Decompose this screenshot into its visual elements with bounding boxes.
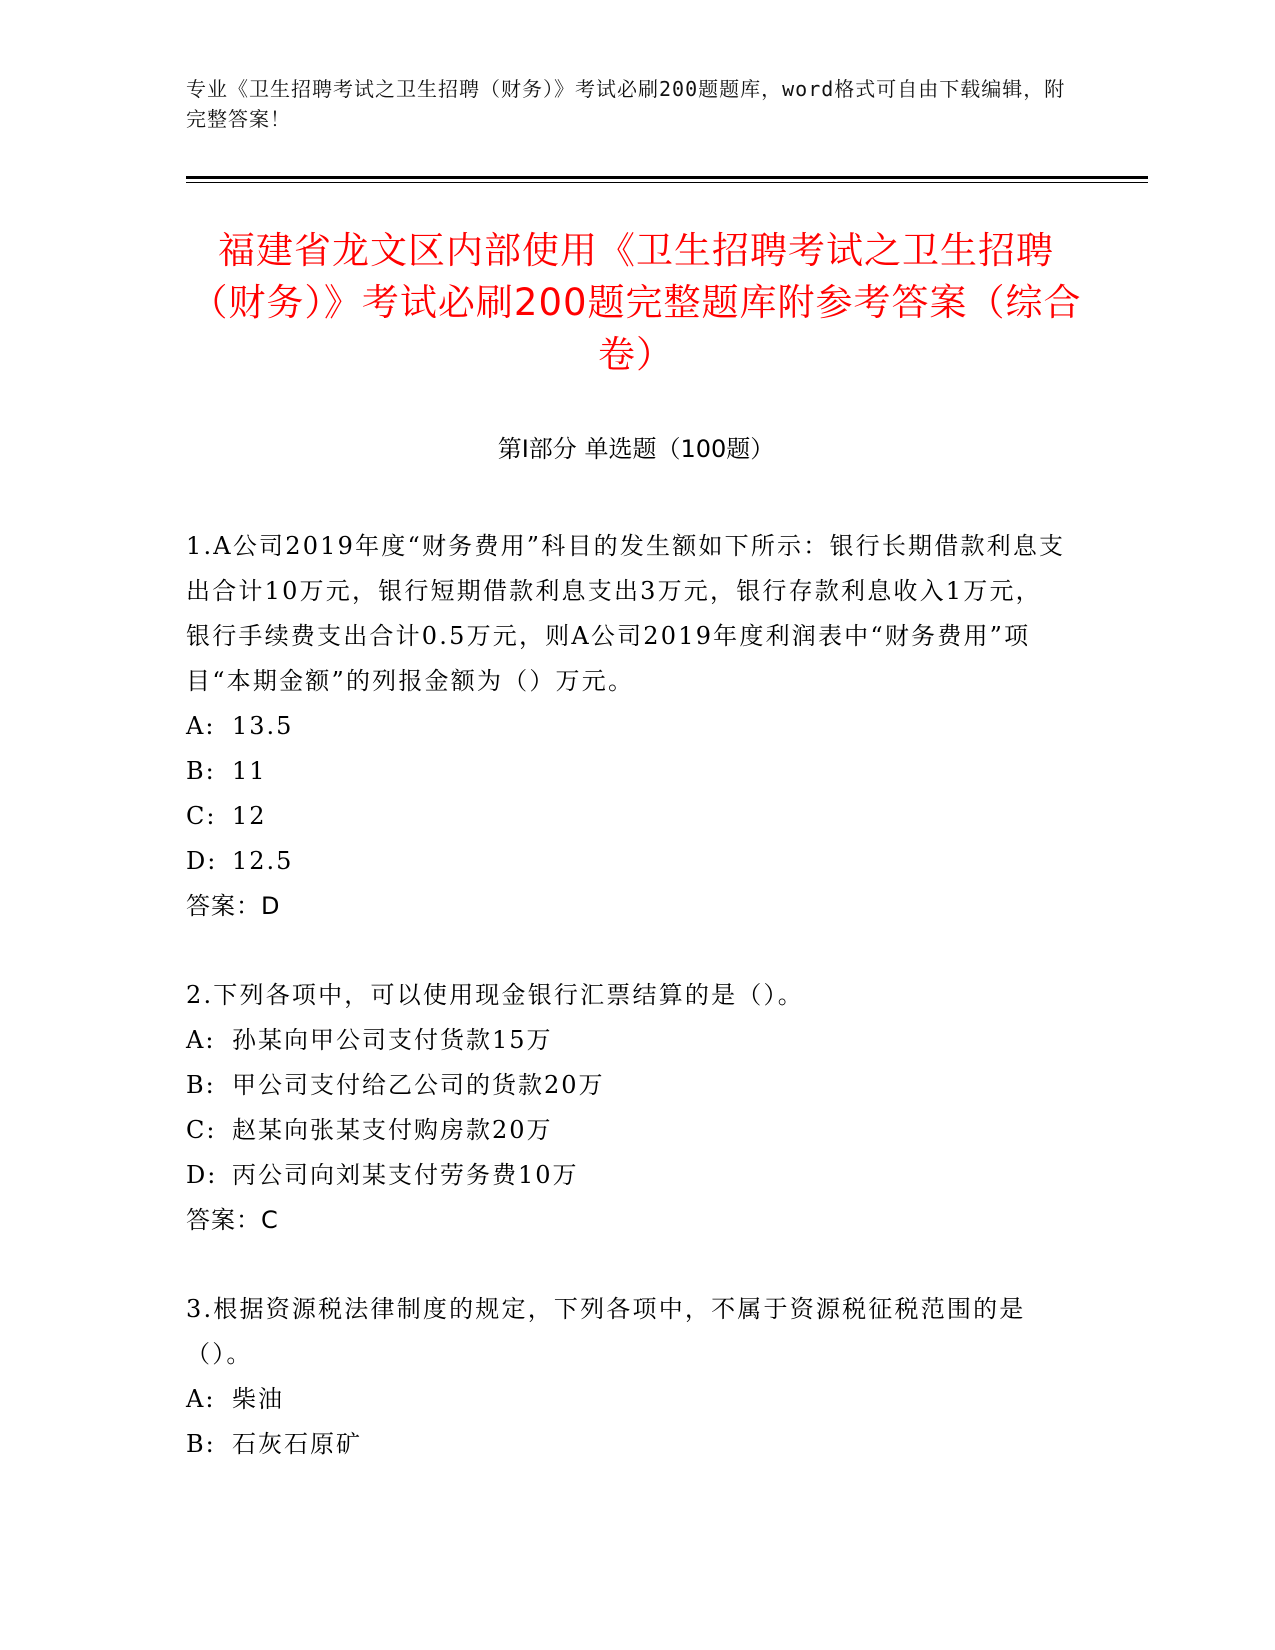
option-d bbox=[186, 839, 1066, 884]
section-heading: 第Ⅰ部分 单选题（100题） bbox=[497, 435, 775, 463]
answer-line: 答案：C bbox=[186, 1206, 279, 1234]
option-letter: B: bbox=[186, 1071, 216, 1099]
option-letter: A: bbox=[186, 712, 216, 740]
option-letter: C: bbox=[186, 1116, 217, 1144]
header-rule-thin bbox=[186, 182, 1148, 183]
option-d bbox=[186, 1153, 1066, 1198]
option-text: 赵某向张某支付购房款20万 bbox=[232, 1116, 553, 1144]
question-stem: 2.下列各项中，可以使用现金银行汇票结算的是（）。 bbox=[186, 981, 804, 1009]
question-stem: 3.根据资源税法律制度的规定，下列各项中，不属于资源税征税范围的是（）。 bbox=[186, 1295, 1026, 1368]
option-letter: C: bbox=[186, 802, 217, 830]
answer-line: 答案：D bbox=[186, 892, 281, 920]
option-letter: A: bbox=[186, 1026, 216, 1054]
option-b bbox=[186, 1063, 1066, 1108]
question-3 bbox=[186, 1287, 1066, 1467]
option-b bbox=[186, 749, 1066, 794]
option-text: 11 bbox=[232, 757, 267, 785]
question-list bbox=[186, 524, 1066, 1511]
option-b bbox=[186, 1422, 1066, 1467]
option-a bbox=[186, 1377, 1066, 1422]
option-text: 甲公司支付给乙公司的货款20万 bbox=[232, 1071, 605, 1099]
question-stem: 1.A公司2019年度“财务费用”科目的发生额如下所示：银行长期借款利息支出合计10万元，银行短期借款利息支出3万元，银行存款利息收入1万元，银行手续费支出合计0.5万元，则A公司2019年度利润表中“财务费用”项目“本期金额”的列报金额为（）万元。 bbox=[186, 532, 1066, 695]
option-a bbox=[186, 1018, 1066, 1063]
option-text: 丙公司向刘某支付劳务费10万 bbox=[232, 1161, 579, 1189]
option-text: 石灰石原矿 bbox=[232, 1430, 362, 1458]
option-text: 柴油 bbox=[232, 1385, 284, 1413]
option-letter: D: bbox=[186, 1161, 218, 1189]
question-2 bbox=[186, 973, 1066, 1243]
option-a bbox=[186, 704, 1066, 749]
option-text: 13.5 bbox=[232, 712, 294, 740]
document-title: 福建省龙文区内部使用《卫生招聘考试之卫生招聘（财务）》考试必刷200题完整题库附参考答案（综合卷） bbox=[190, 229, 1082, 376]
header-note: 专业《卫生招聘考试之卫生招聘（财务）》考试必刷200题题库，word格式可自由下载编辑，附完整答案！ bbox=[186, 77, 1066, 131]
header-rule-thick bbox=[186, 176, 1148, 179]
option-letter: D: bbox=[186, 847, 218, 875]
option-letter: A: bbox=[186, 1385, 216, 1413]
option-text: 12 bbox=[232, 802, 267, 830]
option-c bbox=[186, 1108, 1066, 1153]
option-letter: B: bbox=[186, 1430, 216, 1458]
option-text: 孙某向甲公司支付货款15万 bbox=[232, 1026, 553, 1054]
option-letter: B: bbox=[186, 757, 216, 785]
question-1 bbox=[186, 524, 1066, 929]
option-c bbox=[186, 794, 1066, 839]
option-text: 12.5 bbox=[232, 847, 294, 875]
